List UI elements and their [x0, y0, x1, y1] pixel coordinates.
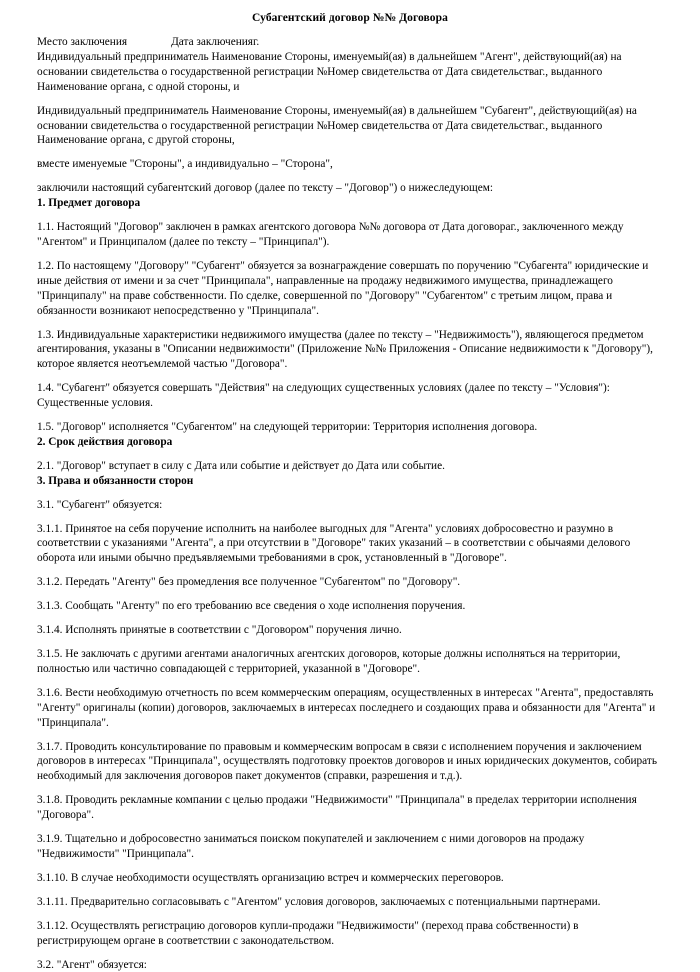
clause-3-1-3: 3.1.3. Сообщать "Агенту" по его требованию все сведения о ходе исполнения поручения. [37, 599, 663, 614]
preamble-party-agent: Индивидуальный предприниматель Наименование Стороны, именуемый(ая) в дальнейшем "Агент", действующий(ая) на основании свидетельства о государственной регистрации №Номер свидетельства от Дата свидетельстваг., выданного Наименование органа, с одной стороны, и [37, 50, 663, 95]
section-heading-3: 3. Права и обязанности сторон [37, 474, 663, 489]
clause-3-1-12: 3.1.12. Осуществлять регистрацию договоров купли-продажи "Недвижимости" (переход права собственности) в регистрирующем органе в соответствии с законодательством. [37, 919, 663, 949]
clause-3-1-1: 3.1.1. Принятое на себя поручение исполнить на наиболее выгодных для "Агента" условиях добросовестно и разумно в соответствии с указаниями "Агента", а при отсутствии в "Договоре" таких указаний – в соответствии с обычаями делового оборота или иными обычно предъявляемыми требованиями в срок, установленный в "Договоре". [37, 522, 663, 567]
clause-3-1-10: 3.1.10. В случае необходимости осуществлять организацию встреч и коммерческих переговоров. [37, 871, 663, 886]
clause-1-4: 1.4. "Субагент" обязуется совершать "Действия" на следующих существенных условиях (далее по тексту – "Условия"): Существенные условия. [37, 381, 663, 411]
document-body [37, 0, 663, 972]
clause-3-1-11: 3.1.11. Предварительно согласовывать с "Агентом" условия договоров, заключаемых с потенциальными партнерами. [37, 895, 663, 910]
clause-3-1-6: 3.1.6. Вести необходимую отчетность по всем коммерческим операциям, осуществленных в интересах "Агента", предоставлять "Агенту" оригиналы (копии) договоров, заключаемых в интересах последнего и создающих права и обязанности для "Агента" и "Принципала". [37, 686, 663, 731]
clause-3-1-9: 3.1.9. Тщательно и добросовестно заниматься поиском покупателей и заключением с ними договоров на продажу "Недвижимости" "Принципала". [37, 832, 663, 862]
preamble-party-subagent: Индивидуальный предприниматель Наименование Стороны, именуемый(ая) в дальнейшем "Субагент", действующий(ая) на основании свидетельства о государственной регистрации №Номер свидетельства от Дата свидетельстваг., выданного Наименование органа, с другой стороны, [37, 104, 663, 149]
place-of-conclusion-label: Место заключения [37, 36, 127, 48]
preamble-conclusion: заключили настоящий субагентский договор (далее по тексту – "Договор") о нижеследующем: [37, 181, 663, 196]
document-title: Субагентский договор №№ Договора [37, 0, 663, 26]
preamble-parties-collective: вместе именуемые "Стороны", а индивидуально – "Сторона", [37, 157, 663, 172]
clause-1-1: 1.1. Настоящий "Договор" заключен в рамках агентского договора №№ договора от Дата договораг., заключенного между "Агентом" и Принципалом (далее по тексту – "Принципал"). [37, 220, 663, 250]
section-heading-2: 2. Срок действия договора [37, 435, 663, 450]
clause-2-1: 2.1. "Договор" вступает в силу с Дата или событие и действует до Дата или событие. [37, 459, 663, 474]
clause-3-1-4: 3.1.4. Исполнять принятые в соответствии с "Договором" поручения лично. [37, 623, 663, 638]
date-of-conclusion-label: Дата заключенияг. [171, 36, 259, 48]
clause-3-2: 3.2. "Агент" обязуется: [37, 958, 663, 972]
clause-3-1: 3.1. "Субагент" обязуется: [37, 498, 663, 513]
section-heading-1: 1. Предмет договора [37, 196, 663, 211]
clause-3-1-5: 3.1.5. Не заключать с другими агентами аналогичных агентских договоров, которые должны исполняться на территории, полностью или частично совпадающей с территорией, указанной в "Договоре". [37, 647, 663, 677]
clause-1-5: 1.5. "Договор" исполняется "Субагентом" на следующей территории: Территория исполнения договора. [37, 420, 663, 435]
clause-3-1-7: 3.1.7. Проводить консультирование по правовым и коммерческим вопросам в связи с исполнением поручения и заключением договоров в интересах "Принципала", осуществлять подготовку проектов договоров и иных юридических документов, собирать необходимый для заключения договоров пакет документов (справки, разрешения и т.д.). [37, 740, 663, 785]
clause-3-1-8: 3.1.8. Проводить рекламные компании с целью продажи "Недвижимости" "Принципала" в пределах территории исполнения "Договора". [37, 793, 663, 823]
clause-3-1-2: 3.1.2. Передать "Агенту" без промедления все полученное "Субагентом" по "Договору". [37, 575, 663, 590]
preamble-place-date-line [37, 35, 663, 50]
clause-1-3: 1.3. Индивидуальные характеристики недвижимого имущества (далее по тексту – "Недвижимость"), являющегося предметом агентирования, указаны в "Описании недвижимости" (Приложение №№ Приложения - Описание недвижимости к "Договору"), которое является неотъемлемой частью "Договора". [37, 328, 663, 373]
clause-1-2: 1.2. По настоящему "Договору" "Субагент" обязуется за вознаграждение совершать по поручению "Субагента" юридические и иные действия от имени и за счет "Принципала", направленные на продажу недвижимого имущества, принадлежащего "Принципалу" на праве собственности. По сделке, совершенной по "Договору" "Субагентом" с третьим лицом, права и обязанности возникают непосредственно у "Принципала". [37, 259, 663, 319]
